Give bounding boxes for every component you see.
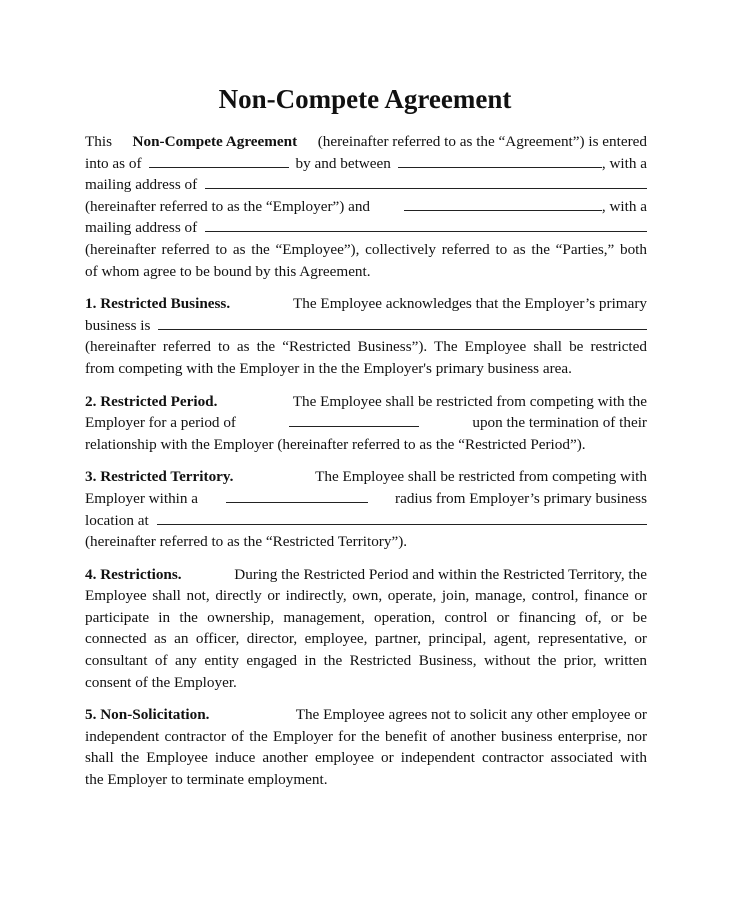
- employee-address-blank: [205, 219, 647, 232]
- text-fragment: (hereinafter referred to as the “Employer”) and: [85, 197, 371, 215]
- text-line: [85, 607, 647, 629]
- text-fragment: into as of: [85, 154, 142, 172]
- text-fragment: participate in the ownership, management, operation, control or financing of, or be: [85, 608, 647, 626]
- text-line: [85, 196, 647, 218]
- text-fragment: (hereinafter referred to as the “Restricted Territory”).: [85, 533, 408, 551]
- text-fragment: radius from Employer’s primary business: [395, 489, 647, 507]
- text-line: [85, 153, 647, 175]
- text-fragment: connected as an officer, director, employee, partner, principal, agent, representative, or: [85, 630, 647, 648]
- text-fragment: During the Restricted Period and within the Restricted Territory, the: [234, 565, 647, 583]
- text-fragment: upon the termination of their: [472, 414, 647, 432]
- text-fragment: from competing with the Employer in the the Employer's primary business area.: [85, 359, 572, 377]
- location-blank: [157, 512, 647, 525]
- text-line: [85, 174, 647, 196]
- text-line: [85, 434, 647, 456]
- employer-blank-group: [398, 153, 647, 175]
- text-line: [85, 747, 647, 769]
- section-restricted-period: [85, 391, 647, 456]
- text-fragment: consultant of any entity engaged in the Restricted Business, without the prior, written: [85, 652, 647, 670]
- section-heading: 2. Restricted Period.: [85, 392, 218, 410]
- text-fragment: mailing address of: [85, 219, 198, 237]
- text-fragment: Employer within a: [85, 489, 199, 507]
- employer-name-blank: [398, 155, 602, 168]
- employee-name-blank: [404, 198, 602, 211]
- text-fragment: Employer for a period of: [85, 414, 236, 432]
- text-fragment: The Employee shall be restricted from competing with the: [292, 392, 647, 410]
- text-line: [85, 672, 647, 694]
- section-non-solicitation: [85, 704, 647, 790]
- document-title: Non-Compete Agreement: [218, 84, 512, 114]
- text-line: [85, 650, 647, 672]
- section-heading: 1. Restricted Business.: [85, 295, 231, 313]
- text-fragment: relationship with the Employer (hereinafter referred to as the “Restricted Period”).: [85, 435, 586, 453]
- text-line: [85, 585, 647, 607]
- text-line: [85, 261, 647, 283]
- text-fragment: The Employee shall be restricted from competing with: [315, 468, 647, 486]
- text-line: [85, 358, 647, 380]
- text-fragment: by and between: [295, 154, 391, 172]
- business-blank: [158, 317, 647, 330]
- section-heading: 4. Restrictions.: [85, 565, 182, 583]
- text-fragment: business is: [85, 316, 151, 334]
- section-restrictions: [85, 564, 647, 694]
- text-fragment: The Employee agrees not to solicit any other employee or: [295, 706, 647, 724]
- radius-blank: [226, 490, 368, 503]
- text-fragment: of whom agree to be bound by this Agreement.: [85, 262, 371, 280]
- word: This: [85, 133, 113, 150]
- text-line: [85, 412, 647, 434]
- text-line: [85, 293, 647, 315]
- section-heading: 5. Non-Solicitation.: [85, 706, 210, 724]
- text-fragment: The Employee acknowledges that the Employer’s primary: [293, 295, 647, 313]
- text-line: [85, 769, 647, 791]
- text-line: [85, 466, 647, 488]
- text-line: [85, 391, 647, 413]
- employee-blank-group: [404, 196, 647, 218]
- text-fragment: , with a: [601, 154, 647, 172]
- text-fragment: the Employer to terminate employment.: [85, 771, 328, 789]
- text-fragment: location at: [85, 511, 149, 529]
- text-line: [85, 217, 647, 239]
- employer-address-blank: [205, 176, 647, 189]
- text-fragment: (hereinafter referred to as the “Agreement”) is entered: [317, 133, 647, 150]
- text-line: [85, 488, 647, 510]
- document-body: [85, 131, 647, 791]
- text-fragment: , with a: [601, 197, 647, 215]
- section-heading: 3. Restricted Territory.: [85, 468, 234, 486]
- text-fragment: Employee shall not, directly or indirectly, own, operate, join, manage, control, finance or: [85, 587, 647, 605]
- text-fragment: (hereinafter referred to as the “Employee”), collectively referred to as the “Parties,” both: [85, 240, 647, 258]
- text-line: [85, 239, 647, 261]
- text-line: [85, 704, 647, 726]
- text-fragment: consent of the Employer.: [85, 673, 237, 691]
- section-restricted-business: [85, 293, 647, 379]
- text-line: [85, 628, 647, 650]
- period-blank: [289, 414, 419, 427]
- text-fragment: independent contractor of the Employer for the benefit of another business enterprise, nor: [85, 727, 647, 745]
- text-line: [85, 336, 647, 358]
- text-line: [85, 315, 647, 337]
- text-line: [85, 726, 647, 748]
- agreement-name: Non-Compete Agreement: [132, 133, 298, 150]
- text-fragment: mailing address of: [85, 176, 198, 194]
- text-line: [85, 564, 647, 586]
- section-restricted-territory: [85, 466, 647, 552]
- text-fragment: shall the Employee induce another employee or independent contractor associated with: [85, 749, 647, 767]
- text-line: [85, 131, 647, 153]
- text-line: [85, 510, 647, 532]
- date-blank: [149, 155, 289, 168]
- intro-paragraph: [85, 131, 647, 282]
- text-line: [85, 531, 647, 553]
- text-fragment: (hereinafter referred to as the “Restricted Business”). The Employee shall be restricted: [85, 338, 647, 356]
